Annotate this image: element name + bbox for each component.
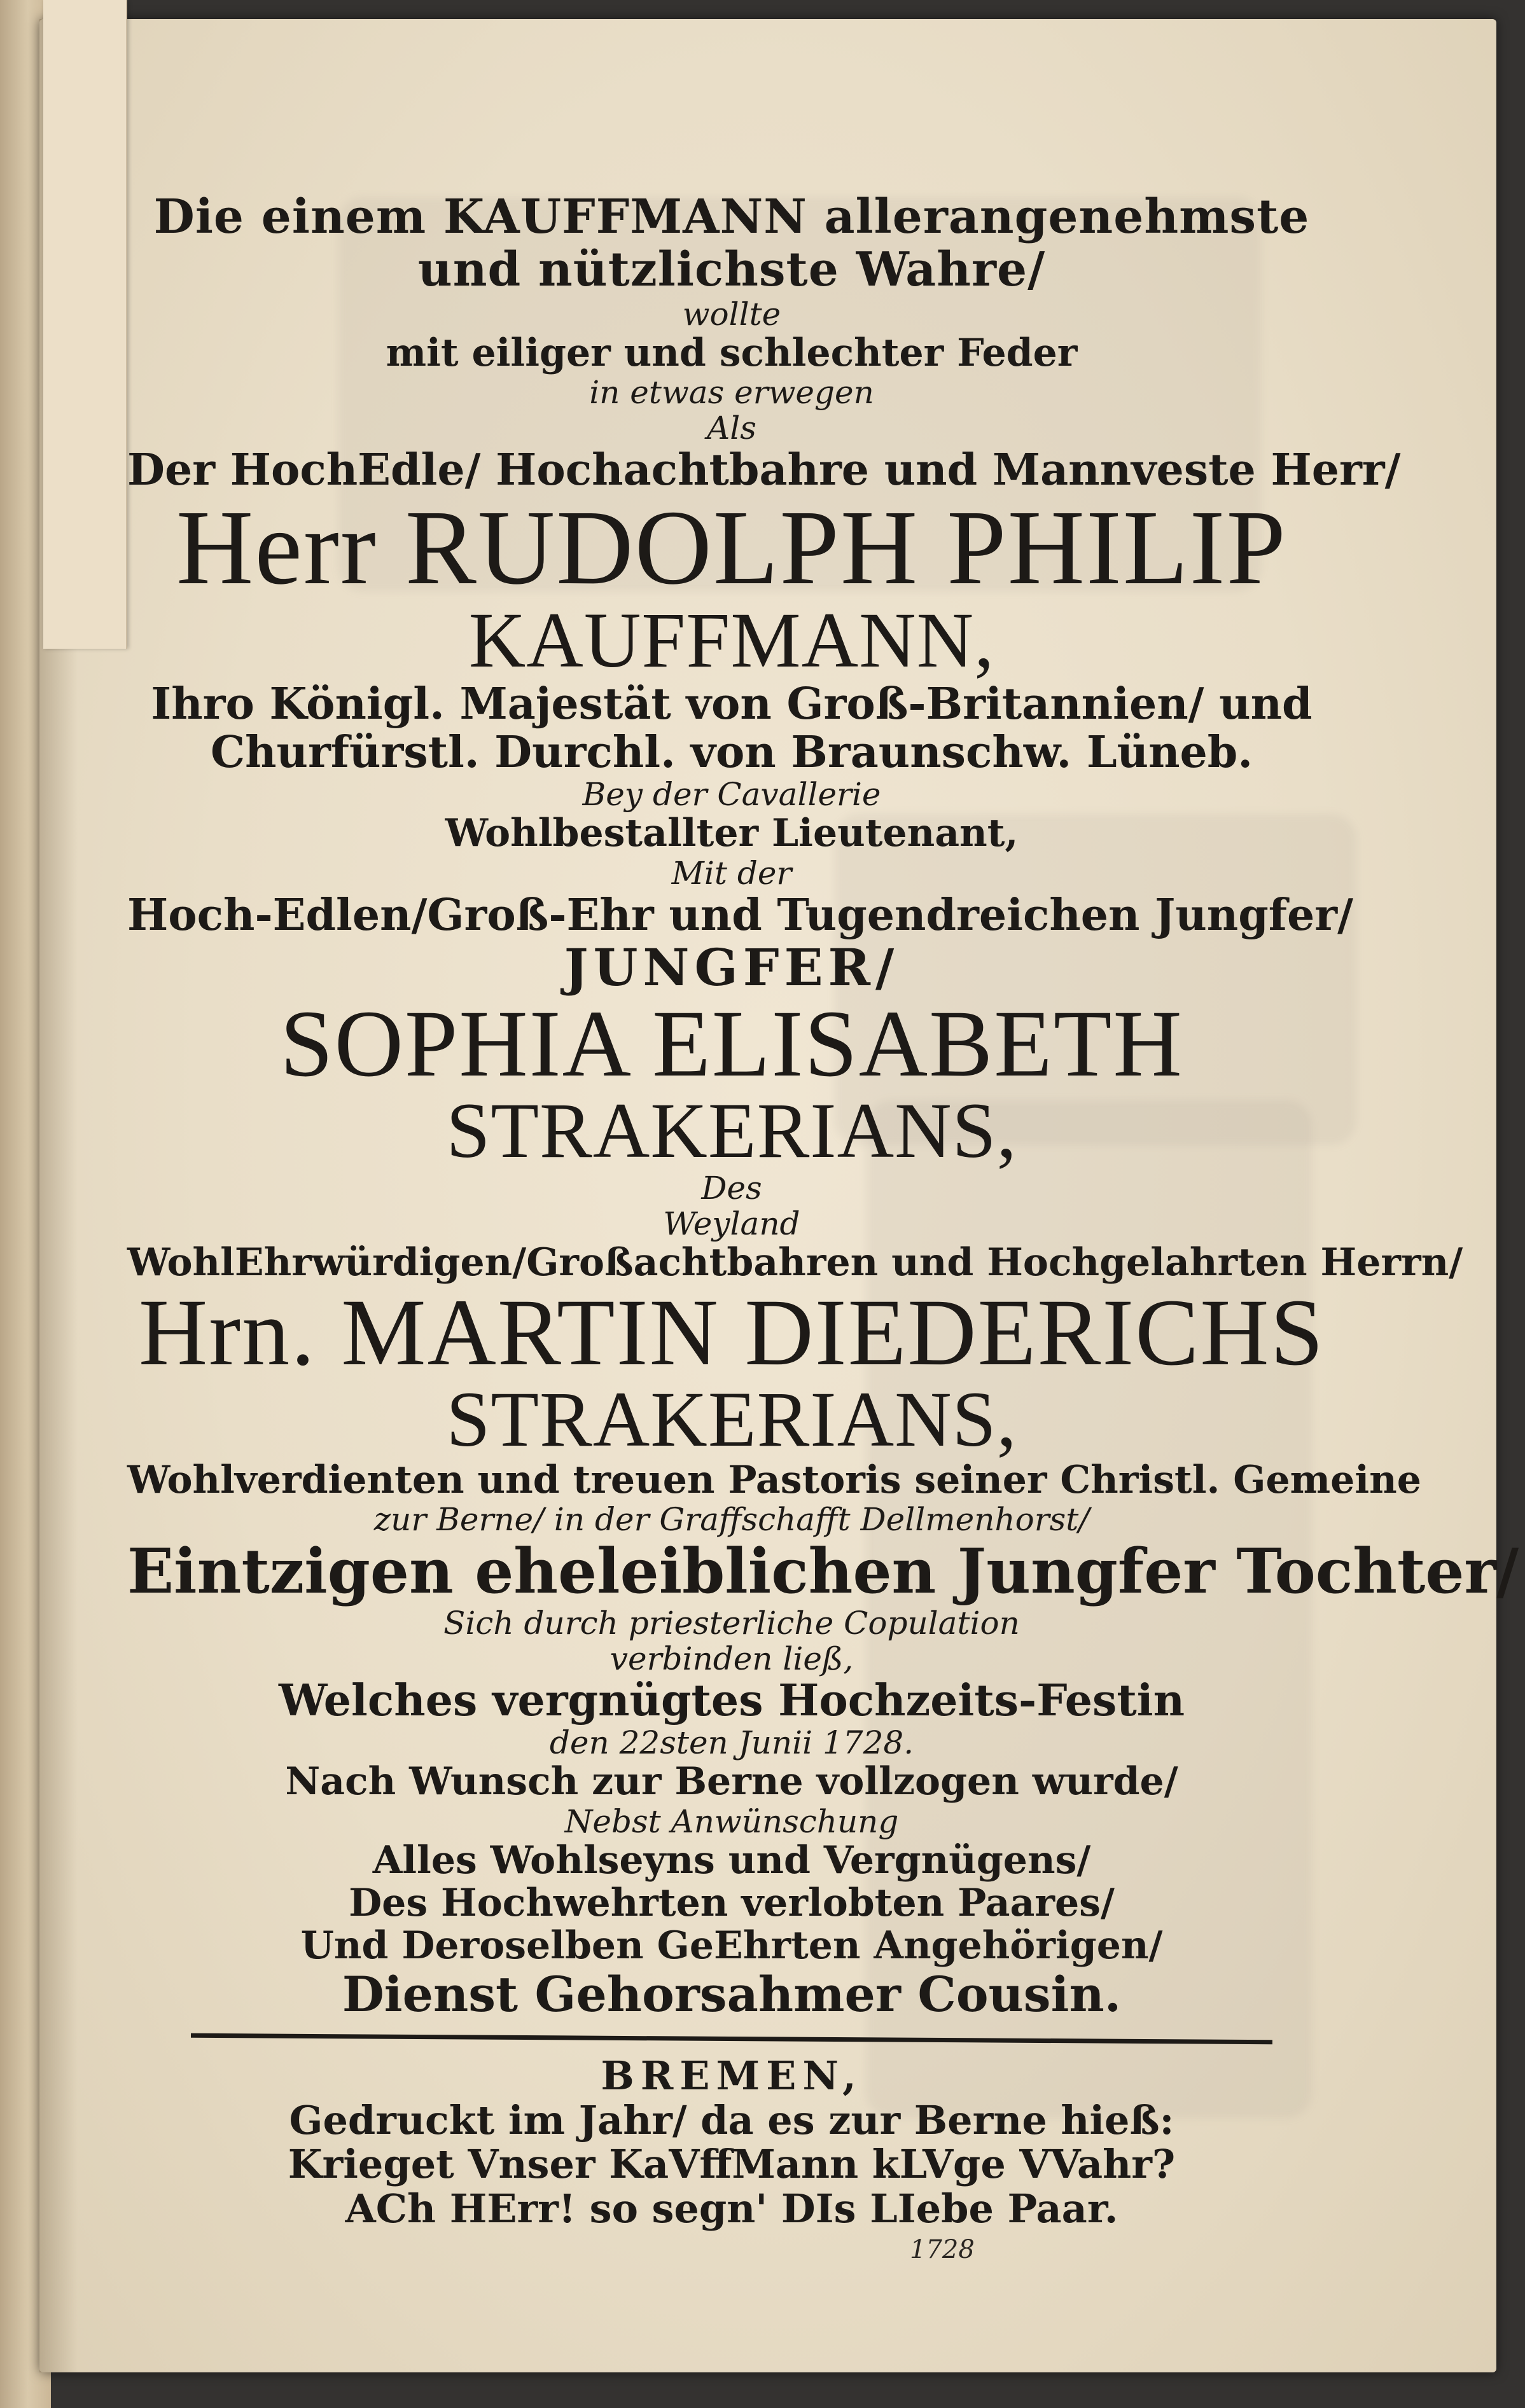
lieutenant-line: Wohlbestallter Lieutenant, bbox=[445, 811, 1019, 856]
majesty-line: Churfürstl. Durchl. von Braunschw. Lüneb. bbox=[210, 727, 1253, 778]
groom-name: Herr RUDOLPH PHILIP bbox=[176, 488, 1287, 607]
cavallerie-line: Bey der Cavallerie bbox=[582, 776, 881, 813]
mit-der-line: Mit der bbox=[671, 854, 792, 892]
copulation-line: Sich durch priesterliche Copulation bbox=[443, 1605, 1020, 1642]
father-titles: WohlEhrwürdigen/Großachtbahren und Hochgelahrten Herrn/ bbox=[127, 1240, 1463, 1285]
chronogram-line: ACh HErr! so segn' DIs LIebe Paar. bbox=[345, 2185, 1118, 2232]
title-line: und nützlichste Wahre/ bbox=[417, 242, 1046, 297]
jungfer-line: JUNGFER/ bbox=[564, 937, 900, 997]
wollte-line: wollte bbox=[682, 295, 781, 333]
paares-line: Des Hochwehrten verlobten Paares/ bbox=[349, 1880, 1115, 1925]
paper-bookmark bbox=[43, 0, 127, 649]
verbinden-line: verbinden ließ, bbox=[609, 1640, 854, 1678]
majesty-line: Ihro Königl. Majestät von Groß-Britannien/ und bbox=[151, 679, 1313, 730]
weyland-line: Weyland bbox=[663, 1205, 800, 1243]
bride-titles: Hoch-Edlen/Groß-Ehr und Tugendreichen Jungfer/ bbox=[127, 889, 1353, 941]
pastor-line: zur Berne/ in der Graffschafft Dellmenhorst/ bbox=[373, 1500, 1090, 1538]
tochter-line: Eintzigen eheleiblichen Jungfer Tochter/ bbox=[127, 1535, 1519, 1607]
handwritten-year: 1728 bbox=[910, 2235, 975, 2264]
feder-line: mit eiliger und schlechter Feder bbox=[386, 330, 1078, 375]
bride-surname: STRAKERIANS, bbox=[446, 1087, 1017, 1175]
title-line: Die einem KAUFFMANN allerangenehmste bbox=[153, 190, 1310, 244]
date-line: den 22sten Junii 1728. bbox=[549, 1724, 914, 1762]
vollzogen-line: Nach Wunsch zur Berne vollzogen wurde/ bbox=[285, 1759, 1178, 1804]
des-line: Des bbox=[701, 1170, 762, 1207]
title-page-text bbox=[127, 190, 1519, 2232]
groom-titles: Der HochEdle/ Hochachtbahre und Mannveste Herr/ bbox=[127, 444, 1401, 495]
bride-name: SOPHIA ELISABETH bbox=[280, 991, 1183, 1097]
festin-line: Welches vergnügtes Hochzeits-Festin bbox=[278, 1675, 1185, 1727]
angehorigen-line: Und Deroselben GeEhrten Angehörigen/ bbox=[300, 1923, 1163, 1968]
pastor-line: Wohlverdienten und treuen Pastoris seiner Christl. Gemeine bbox=[127, 1457, 1421, 1502]
cousin-line: Dienst Gehorsahmer Cousin. bbox=[342, 1966, 1122, 2023]
imprint-printed: Gedruckt im Jahr/ da es zur Berne hieß: bbox=[289, 2096, 1174, 2143]
chronogram-line: Krieget Vnser KaVffMann kLVge VVahr? bbox=[288, 2141, 1176, 2188]
wohlseyns-line: Alles Wohlseyns und Vergnügens/ bbox=[372, 1837, 1091, 1883]
father-name: Hrn. MARTIN DIEDERICHS bbox=[138, 1279, 1325, 1385]
nebst-line: Nebst Anwünschung bbox=[564, 1803, 899, 1840]
father-surname: STRAKERIANS, bbox=[446, 1375, 1017, 1463]
als-line: Als bbox=[707, 409, 756, 446]
erwegen-line: in etwas erwegen bbox=[589, 373, 874, 411]
groom-surname: KAUFFMANN, bbox=[468, 597, 995, 684]
divider-rule bbox=[191, 2033, 1272, 2044]
imprint-city: BREMEN, bbox=[601, 2052, 863, 2100]
